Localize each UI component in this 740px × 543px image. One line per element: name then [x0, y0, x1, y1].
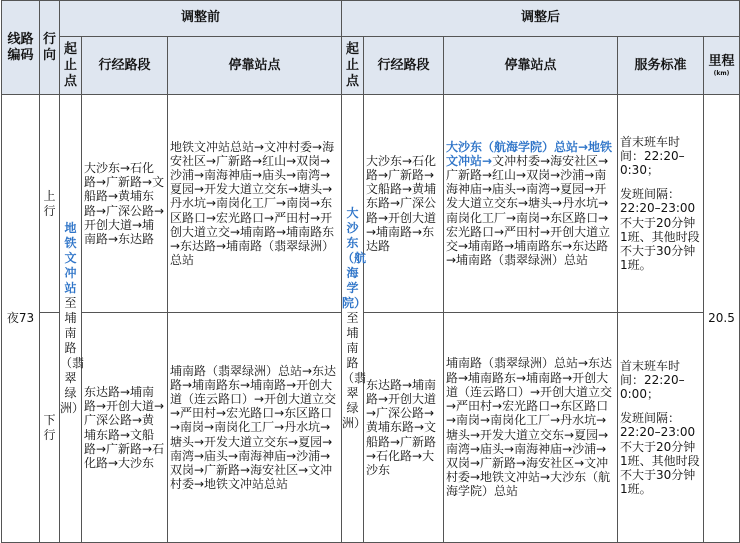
after-down-service — [618, 313, 704, 543]
direction-down: 下行 — [40, 313, 60, 543]
header-after-stops: 停靠站点 — [444, 37, 618, 95]
header-service-standard: 服务标准 — [618, 37, 704, 95]
after-up-service — [618, 95, 704, 313]
after-down-stops: 埔南路（翡翠绿洲）总站→东达路→埔南路东→埔南路→开创大道（连云路口）→开创大道立交→严田村→宏光路口→东区路口→南岗→南岗化工厂→丹水坑→塘头→开发大道立交东→夏园→南湾→庙头→南海神庙→沙浦→双岗→广新路→海安社区→文冲村委→地铁文冲站→大沙东（航海学院）总站 — [444, 313, 618, 543]
header-after-route: 行经路段 — [364, 37, 444, 95]
route-adjustment-table — [1, 0, 740, 543]
mileage-cell: 20.5 — [704, 95, 740, 543]
header-line-code: 线路编码 — [2, 1, 40, 95]
after-up-stops-highlight: 大沙东（航海学院）总站→地铁文冲站→ — [446, 139, 613, 168]
after-up-route: 大沙东→石化路→广新路→文船路→黄埔东路→广深公路→开创大道→埔南路→东达路 — [364, 95, 444, 313]
before-terminal-to: 至 — [64, 296, 77, 310]
header-mileage-unit: (km) — [713, 70, 730, 77]
header-mileage — [704, 37, 740, 95]
after-up-first-last: 首末班车时间：22:20–0:30； — [620, 134, 685, 177]
before-up-route: 大沙东→石化路→广新路→文船路→黄埔东路→广深公路→开创大道→埔南路→东达路 — [82, 95, 168, 313]
table-row-up — [2, 95, 740, 313]
after-up-stops-rest: 文冲村委→海安社区→广新路→红山→双岗→沙浦→南海神庙→庙头→南湾→夏园→开发大道立交东→塘头→丹水坑→南岗化工厂→南岗→东区路口→宏光路口→严田村→开创大道立交→埔南路→埔南路东→东达路→埔南路（翡翠绿洲）总站 — [446, 153, 611, 268]
header-before-route: 行经路段 — [82, 37, 168, 95]
after-down-route: 东达路→埔南路→开创大道→广深公路→黄埔东路→文船路→广新路→石化路→大沙东 — [364, 313, 444, 543]
after-terminals — [342, 95, 367, 543]
before-down-route: 东达路→埔南路→开创大道→广深公路→黄埔东路→文船路→广新路→石化路→大沙东 — [82, 313, 168, 543]
before-terminal-a: 地铁文冲站 — [64, 221, 77, 295]
table-row-down — [2, 313, 740, 543]
direction-up: 上行 — [40, 95, 60, 313]
before-terminal-b: 埔南路（翡翠绿洲） — [60, 311, 85, 415]
header-after-terminals: 起止点 — [342, 37, 364, 95]
after-up-stops — [444, 95, 618, 313]
before-up-stops: 地铁文冲站总站→文冲村委→海安社区→广新路→红山→双岗→沙浦→南海神庙→庙头→南湾→夏园→开发大道立交东→塘头→丹水坑→南岗化工厂→南岗→东区路口→宏光路口→严田村→开创大道立交→埔南路→埔南路东→东达路→埔南路（翡翠绿洲）总站 — [168, 95, 342, 313]
after-terminal-a: 大沙东（航海学院） — [342, 206, 367, 310]
after-down-interval: 发班间隔：22:20–23:00不大于20分钟1班、其他时段不大于30分钟1班。 — [620, 411, 700, 497]
before-down-stops: 埔南路（翡翠绿洲）总站→东达路→埔南路东→埔南路→开创大道（连云路口）→开创大道立交→严田村→宏光路口→东区路口→南岗→南岗化工厂→丹水坑→塘头→开发大道立交东→夏园→南湾→庙头→南海神庙→沙浦→双岗→广新路→海安社区→文冲村委→地铁文冲站总站 — [168, 313, 342, 543]
header-before-stops: 停靠站点 — [168, 37, 342, 95]
header-before: 调整前 — [60, 1, 342, 37]
line-code-cell: 夜73 — [2, 95, 40, 543]
after-terminal-b: 埔南路（翡翠绿洲） — [342, 326, 367, 430]
header-direction: 行向 — [40, 1, 60, 95]
header-before-terminals: 起止点 — [60, 37, 82, 95]
header-after: 调整后 — [342, 1, 740, 37]
after-down-first-last: 首末班车时间：22:20–0:00； — [620, 358, 685, 401]
header-mileage-label: 里程 — [708, 54, 735, 69]
before-terminals — [60, 95, 85, 543]
after-terminal-to: 至 — [346, 311, 359, 325]
after-up-interval: 发班间隔：22:20–23:00不大于20分钟1班、其他时段不大于30分钟1班。 — [620, 187, 700, 273]
